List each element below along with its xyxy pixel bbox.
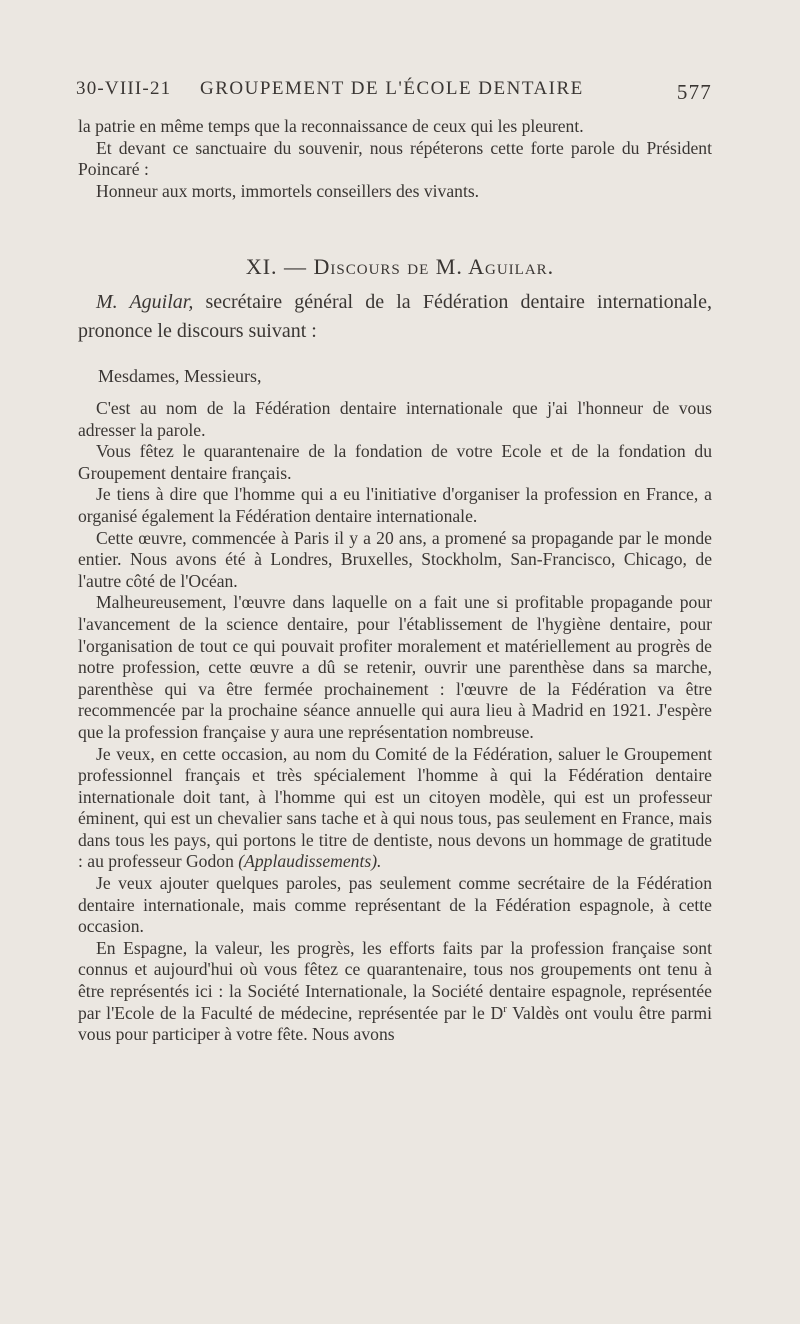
- speaker-intro: [78, 288, 712, 346]
- header-date: 30-VIII-21: [76, 78, 172, 99]
- paragraph-with-title: [78, 938, 712, 1046]
- paragraph-text-continued: Valdès ont voulu être parmi vous pour participer à votre fête. Nous avons: [78, 1002, 712, 1045]
- header-title: GROUPEMENT DE L'ÉCOLE DENTAIRE: [200, 78, 584, 99]
- section-title: Discours de M. Aguilar.: [313, 254, 555, 279]
- paragraph: Et devant ce sanctuaire du souvenir, nous répéterons cette forte parole du Président Poincaré :: [78, 137, 712, 180]
- section-heading: [0, 254, 800, 280]
- paragraph: C'est au nom de la Fédération dentaire internationale que j'ai l'honneur de vous adresser la parole.: [78, 398, 712, 440]
- paragraph: la patrie en même temps que la reconnaissance de ceux qui les pleurent.: [78, 116, 584, 136]
- paragraph: Je veux ajouter quelques paroles, pas seulement comme secrétaire de la Fédération dentaire internationale, mais comme représentant de la Fédération espagnole, à cette occasion.: [78, 873, 712, 937]
- paragraph-text: En Espagne, la valeur, les progrès, les efforts faits par la profession française sont connus et aujourd'hui où vous fêtez ce quarantenaire, tous nos groupements ont tenu à être représentés ici : la Société Internationale, la Société dentaire espagnole, représentée par l'Ecole de la Faculté de médecine, représentée par le D: [78, 937, 712, 1023]
- running-header: [76, 76, 712, 102]
- paragraph: Honneur aux morts, immortels conseillers des vivants.: [96, 180, 480, 201]
- intro-paragraph: [78, 288, 712, 346]
- section-number: XI. —: [245, 254, 308, 279]
- paragraph: Je tiens à dire que l'homme qui a eu l'initiative d'organiser la profession en France, a organisé également la Fédération dentaire internationale.: [78, 484, 712, 526]
- speaker-name: M. Aguilar,: [96, 291, 194, 313]
- intro-text: secrétaire général de la Fédération dentaire internationale, prononce le discours suivant :: [78, 291, 712, 342]
- speech-text: [78, 398, 712, 1046]
- paragraph: Vous fêtez le quarantenaire de la fondation de votre Ecole et de la fondation du Groupement dentaire français.: [78, 441, 712, 483]
- doctor-superscript: r: [503, 1002, 507, 1015]
- page-number: 577: [676, 80, 712, 104]
- paragraph: Cette œuvre, commencée à Paris il y a 20 ans, a promené sa propagande par le monde entier. Nous avons été à Londres, Bruxelles, Stockholm, San-Francisco, Chicago, de l'autre côté de l'Océan.: [78, 527, 712, 591]
- paragraph-with-applause: [78, 744, 712, 874]
- paragraph-text: Je veux, en cette occasion, au nom du Comité de la Fédération, saluer le Groupement professionnel français et très spécialement l'homme à qui la Fédération dentaire internationale doit tant, à l'homme qui est un citoyen modèle, qui est un professeur éminent, qui est un chevalier sans tache et à qui nous tous, pas seulement en France, mais dans tous les pays, qui portons le titre de dentiste, nous devons un hommage de gratitude : au professeur Godon: [78, 743, 712, 872]
- paragraph: Malheureusement, l'œuvre dans laquelle on a fait une si profitable propagande pour l'avancement de la science dentaire, pour l'établissement de l'hygiène dentaire, pour l'organisation de tout ce qui pouvait profiter moralement et matériellement au progrès de notre profession, cette œuvre a dû se retenir, ouvrir une parenthèse dans sa marche, parenthèse qui va être fermée prochainement : l'œuvre de la Fédération va être recommencée par la prochaine séance annuelle qui aura lieu à Madrid en 1921. J'espère que la profession française y aura une représentation nombreuse.: [78, 592, 712, 742]
- applause-note: (Applaudissements).: [238, 851, 382, 872]
- salutation: Mesdames, Messieurs,: [98, 366, 262, 386]
- opening-text: [78, 116, 712, 202]
